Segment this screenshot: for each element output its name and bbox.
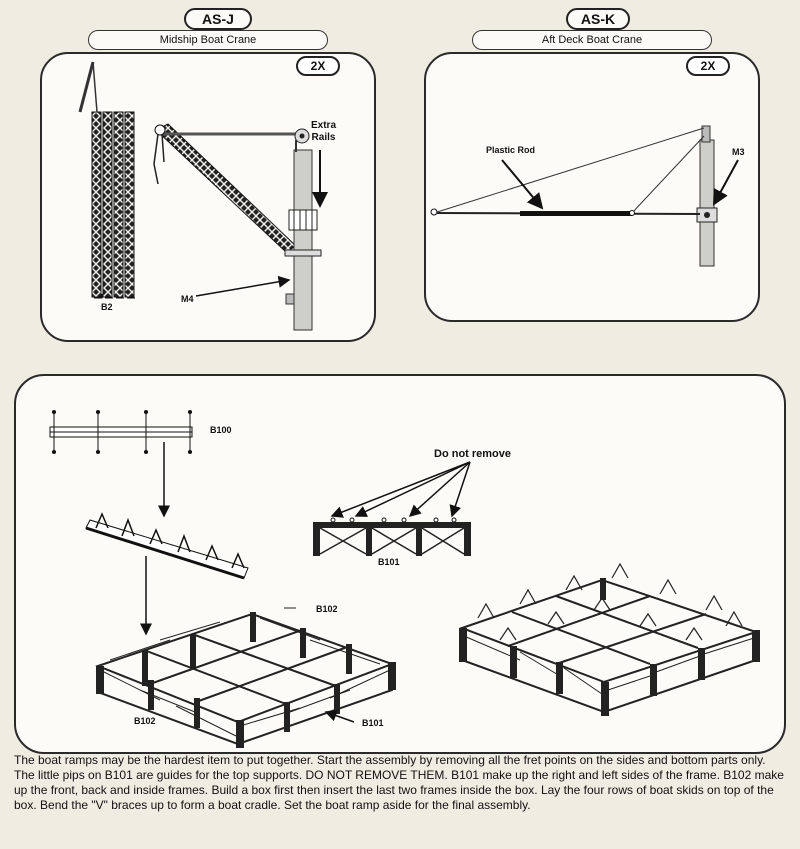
label-b102-bottom: B102 xyxy=(134,716,156,726)
b100-folded-skid xyxy=(86,514,248,578)
step-id-as-j: AS-J xyxy=(184,8,252,30)
b100-boat-skid-part xyxy=(50,410,192,454)
label-extra-rails: Extra Rails xyxy=(311,120,337,143)
crane-post-m4 xyxy=(285,129,321,330)
label-plastic-rod: Plastic Rod xyxy=(486,145,536,155)
aft-crane-post-m3 xyxy=(697,126,717,266)
quantity-badge-right: 2X xyxy=(686,56,730,76)
label-b102-top: B102 xyxy=(316,604,338,614)
label-b100: B100 xyxy=(210,425,232,435)
label-b101-top: B101 xyxy=(378,557,400,567)
assembly-instructions: The boat ramps may be the hardest item to put together. Start the assembly by removing all the fret points on the sides and bottom parts only. The little pips on B101 are guides for the top supports. DO NOT REMOVE THEM. B101 make up the right and left sides of the frame. B102 make up the front, back and inside frames. Build a box first then insert the last two frames inside the box. Lay the four rows of boat skids on top of the box. Bend the "V" braces up to form a boat cradle. Set the boat ramp aside for the final assembly. xyxy=(14,753,784,812)
label-m4: M4 xyxy=(181,294,194,304)
step-id-as-k: AS-K xyxy=(566,8,630,30)
label-do-not-remove: Do not remove xyxy=(434,448,512,460)
step-title-aft: Aft Deck Boat Crane xyxy=(472,30,712,50)
label-m3: M3 xyxy=(732,147,745,157)
step-title-midship: Midship Boat Crane xyxy=(88,30,328,50)
quantity-badge-left: 2X xyxy=(296,56,340,76)
b102-box-frame xyxy=(96,612,396,748)
aft-crane-boom xyxy=(431,128,704,216)
label-b101-bottom: B101 xyxy=(362,718,384,728)
b2-lattice-part xyxy=(80,62,135,298)
crane-boom xyxy=(154,124,302,252)
label-b2: B2 xyxy=(101,302,113,312)
completed-boat-ramp xyxy=(459,564,760,716)
b101-side-frame xyxy=(313,518,471,556)
